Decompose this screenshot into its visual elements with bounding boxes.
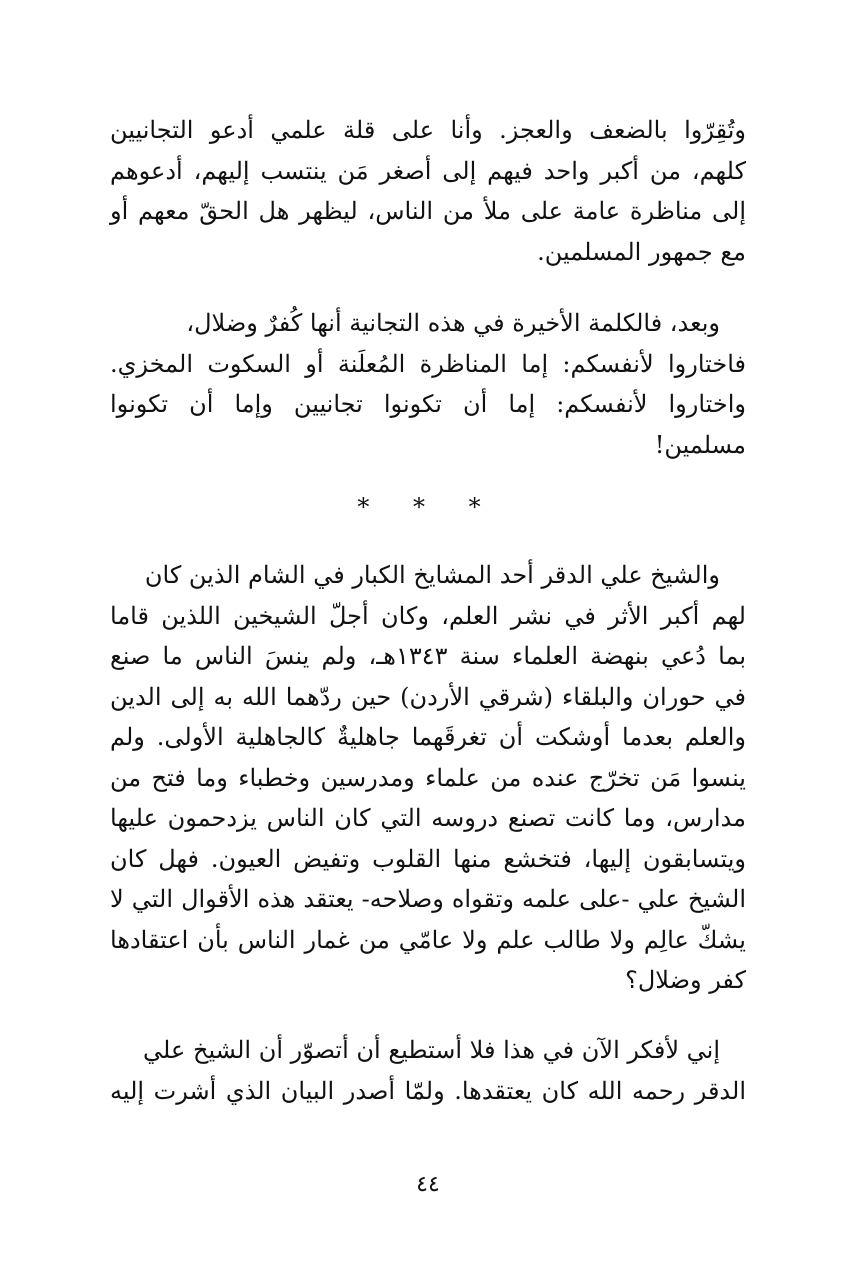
- paragraph-line: مع جمهور المسلمين.: [537, 237, 746, 266]
- paragraph-4: [110, 1030, 746, 1111]
- paragraph-3: [110, 555, 746, 1041]
- paragraph-line: لهم أكبر الأثر في نشر العلم، وكان أجلّ الشيخين اللذين قاما: [110, 601, 746, 630]
- paragraph-line: بما دُعي بنهضة العلماء سنة ١٣٤٣هـ، ولم ينسَ الناس ما صنع: [110, 642, 746, 670]
- paragraph-line: مسلمين!: [654, 430, 746, 459]
- paragraph-line: والشيخ علي الدقر أحد المشايخ الكبار في الشام الذين كان: [144, 561, 720, 589]
- paragraph-line: واختاروا لأنفسكم: إما أن تكونوا تجانيين وإما أن تكونوا: [110, 390, 746, 418]
- paragraph-line: كلهم، من أكبر واحد فيهم إلى أصغر مَن ينتسب إليهم، أدعوهم: [110, 156, 746, 185]
- paragraph-2: [110, 303, 746, 465]
- paragraph-line: وتُقِرّوا بالضعف والعجز. وأنا على قلة علمي أدعو التجانيين: [110, 116, 746, 144]
- paragraph-line: الدقر رحمه الله كان يعتقدها. ولمّا أصدر البيان الذي أشرت إليه: [110, 1076, 746, 1105]
- paragraph-line: فاختاروا لأنفسكم: إما المناظرة المُعلَنة أو السكوت المخزي.: [110, 349, 746, 378]
- book-page: [110, 110, 746, 1105]
- paragraph-line: كفر وضلال؟: [625, 966, 746, 994]
- paragraph-line: إني لأفكر الآن في هذا فلا أستطيع أن أتصوّر أن الشيخ علي: [143, 1036, 720, 1064]
- paragraph-line: ينسوا مَن تخرّج عنده من علماء ومدرسين وخطباء وما فتح من: [110, 763, 746, 792]
- paragraph-line: إلى مناظرة عامة على ملأ من الناس، ليظهر هل الحقّ معهم أو: [110, 197, 746, 225]
- paragraph-line: وبعد، فالكلمة الأخيرة في هذه التجانية أنها كُفرٌ وضلال،: [186, 309, 720, 337]
- paragraph-line: ويتسابقون إليها، فتخشع منها القلوب وتفيض العيون. فهل كان: [110, 844, 746, 873]
- paragraph-line: مدارس، وما كانت تصنع دروسه التي كان الناس يزدحمون عليها: [110, 804, 746, 832]
- paragraph-line: في حوران والبلقاء (شرقي الأردن) حين ردّهما الله به إلى الدين: [110, 682, 746, 711]
- paragraph-line: الشيخ علي -على علمه وتقواه وصلاحه- يعتقد هذه الأقوال التي لا: [110, 885, 746, 913]
- paragraph-line: والعلم بعدما أوشكت أن تغرقَهما جاهليةٌ كالجاهلية الأولى. ولم: [110, 723, 746, 751]
- paragraph-line: يشكّ عالِم ولا طالب علم ولا عامّي من غمار الناس بأن اعتقادها: [110, 925, 746, 954]
- section-separator: * * *: [357, 493, 499, 521]
- paragraph-1: [110, 110, 746, 272]
- page-number: ٤٤: [416, 1172, 440, 1197]
